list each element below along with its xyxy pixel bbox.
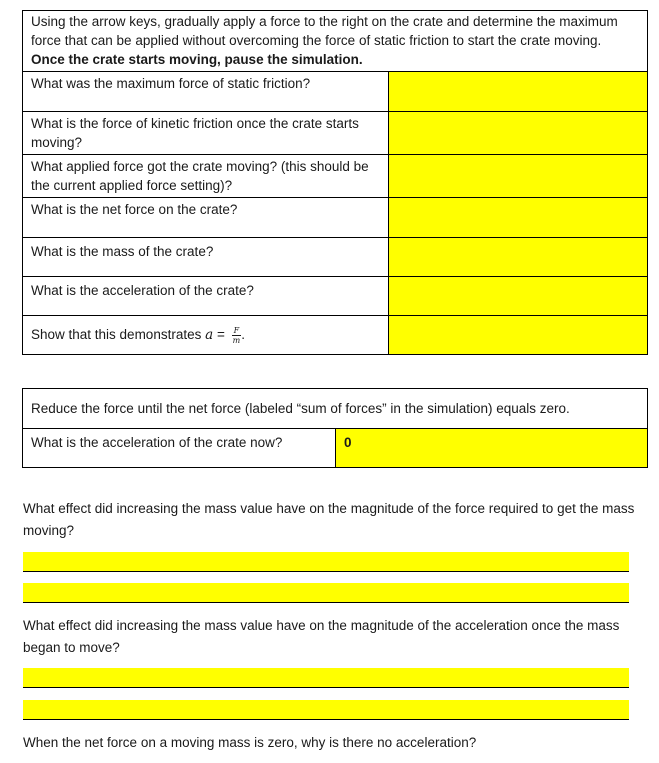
instructions-text: Using the arrow keys, gradually apply a force to the right on the crate and determine the maximum force that can be applied without overcoming the force of static friction to start the crate moving. — [31, 14, 618, 48]
data-table-2 — [22, 388, 648, 468]
question-cell: What is the mass of the crate? — [23, 238, 389, 277]
answer-cell[interactable] — [389, 112, 648, 155]
answer-cell[interactable] — [389, 238, 648, 277]
formula-fraction — [232, 326, 242, 345]
answer-cell[interactable] — [389, 155, 648, 198]
answer-cell[interactable] — [389, 277, 648, 316]
answer-cell[interactable] — [389, 316, 648, 355]
answer-cell[interactable]: 0 — [336, 429, 648, 468]
formula-equals: = — [216, 327, 225, 342]
question-cell: What is the acceleration of the crate? — [23, 277, 389, 316]
question-cell: What applied force got the crate moving? (this should be the current applied force setting)? — [23, 155, 389, 198]
formula-numerator: F — [232, 326, 242, 336]
answer-line[interactable] — [23, 583, 629, 603]
answer-cell[interactable] — [389, 198, 648, 238]
formula-lhs: a — [205, 327, 214, 343]
answer-line[interactable] — [23, 552, 629, 572]
formula-period: . — [241, 327, 245, 342]
show-formula-cell — [23, 316, 389, 355]
answer-line[interactable] — [23, 700, 629, 720]
table1-instructions — [23, 11, 648, 72]
question-cell: What is the net force on the crate? — [23, 198, 389, 238]
question-cell: What was the maximum force of static friction? — [23, 72, 389, 112]
question-cell: What is the acceleration of the crate now? — [23, 429, 336, 468]
answer-line[interactable] — [23, 668, 629, 688]
answer-cell[interactable] — [389, 72, 648, 112]
question-text: What effect did increasing the mass value have on the magnitude of the force required to get the mass moving? — [23, 501, 635, 538]
question-text: What effect did increasing the mass value have on the magnitude of the acceleration once the mass began to move? — [23, 618, 620, 655]
question-text: When the net force on a moving mass is zero, why is there no acceleration? — [23, 735, 477, 750]
show-formula-text: Show that this demonstrates — [31, 327, 202, 342]
formula-denominator: m — [232, 335, 241, 345]
question-cell: What is the force of kinetic friction once the crate starts moving? — [23, 112, 389, 155]
table2-instructions: Reduce the force until the net force (labeled “sum of forces” in the simulation) equals zero. — [23, 389, 648, 429]
data-table-1 — [22, 10, 648, 355]
instructions-bold: Once the crate starts moving, pause the simulation. — [31, 52, 363, 67]
